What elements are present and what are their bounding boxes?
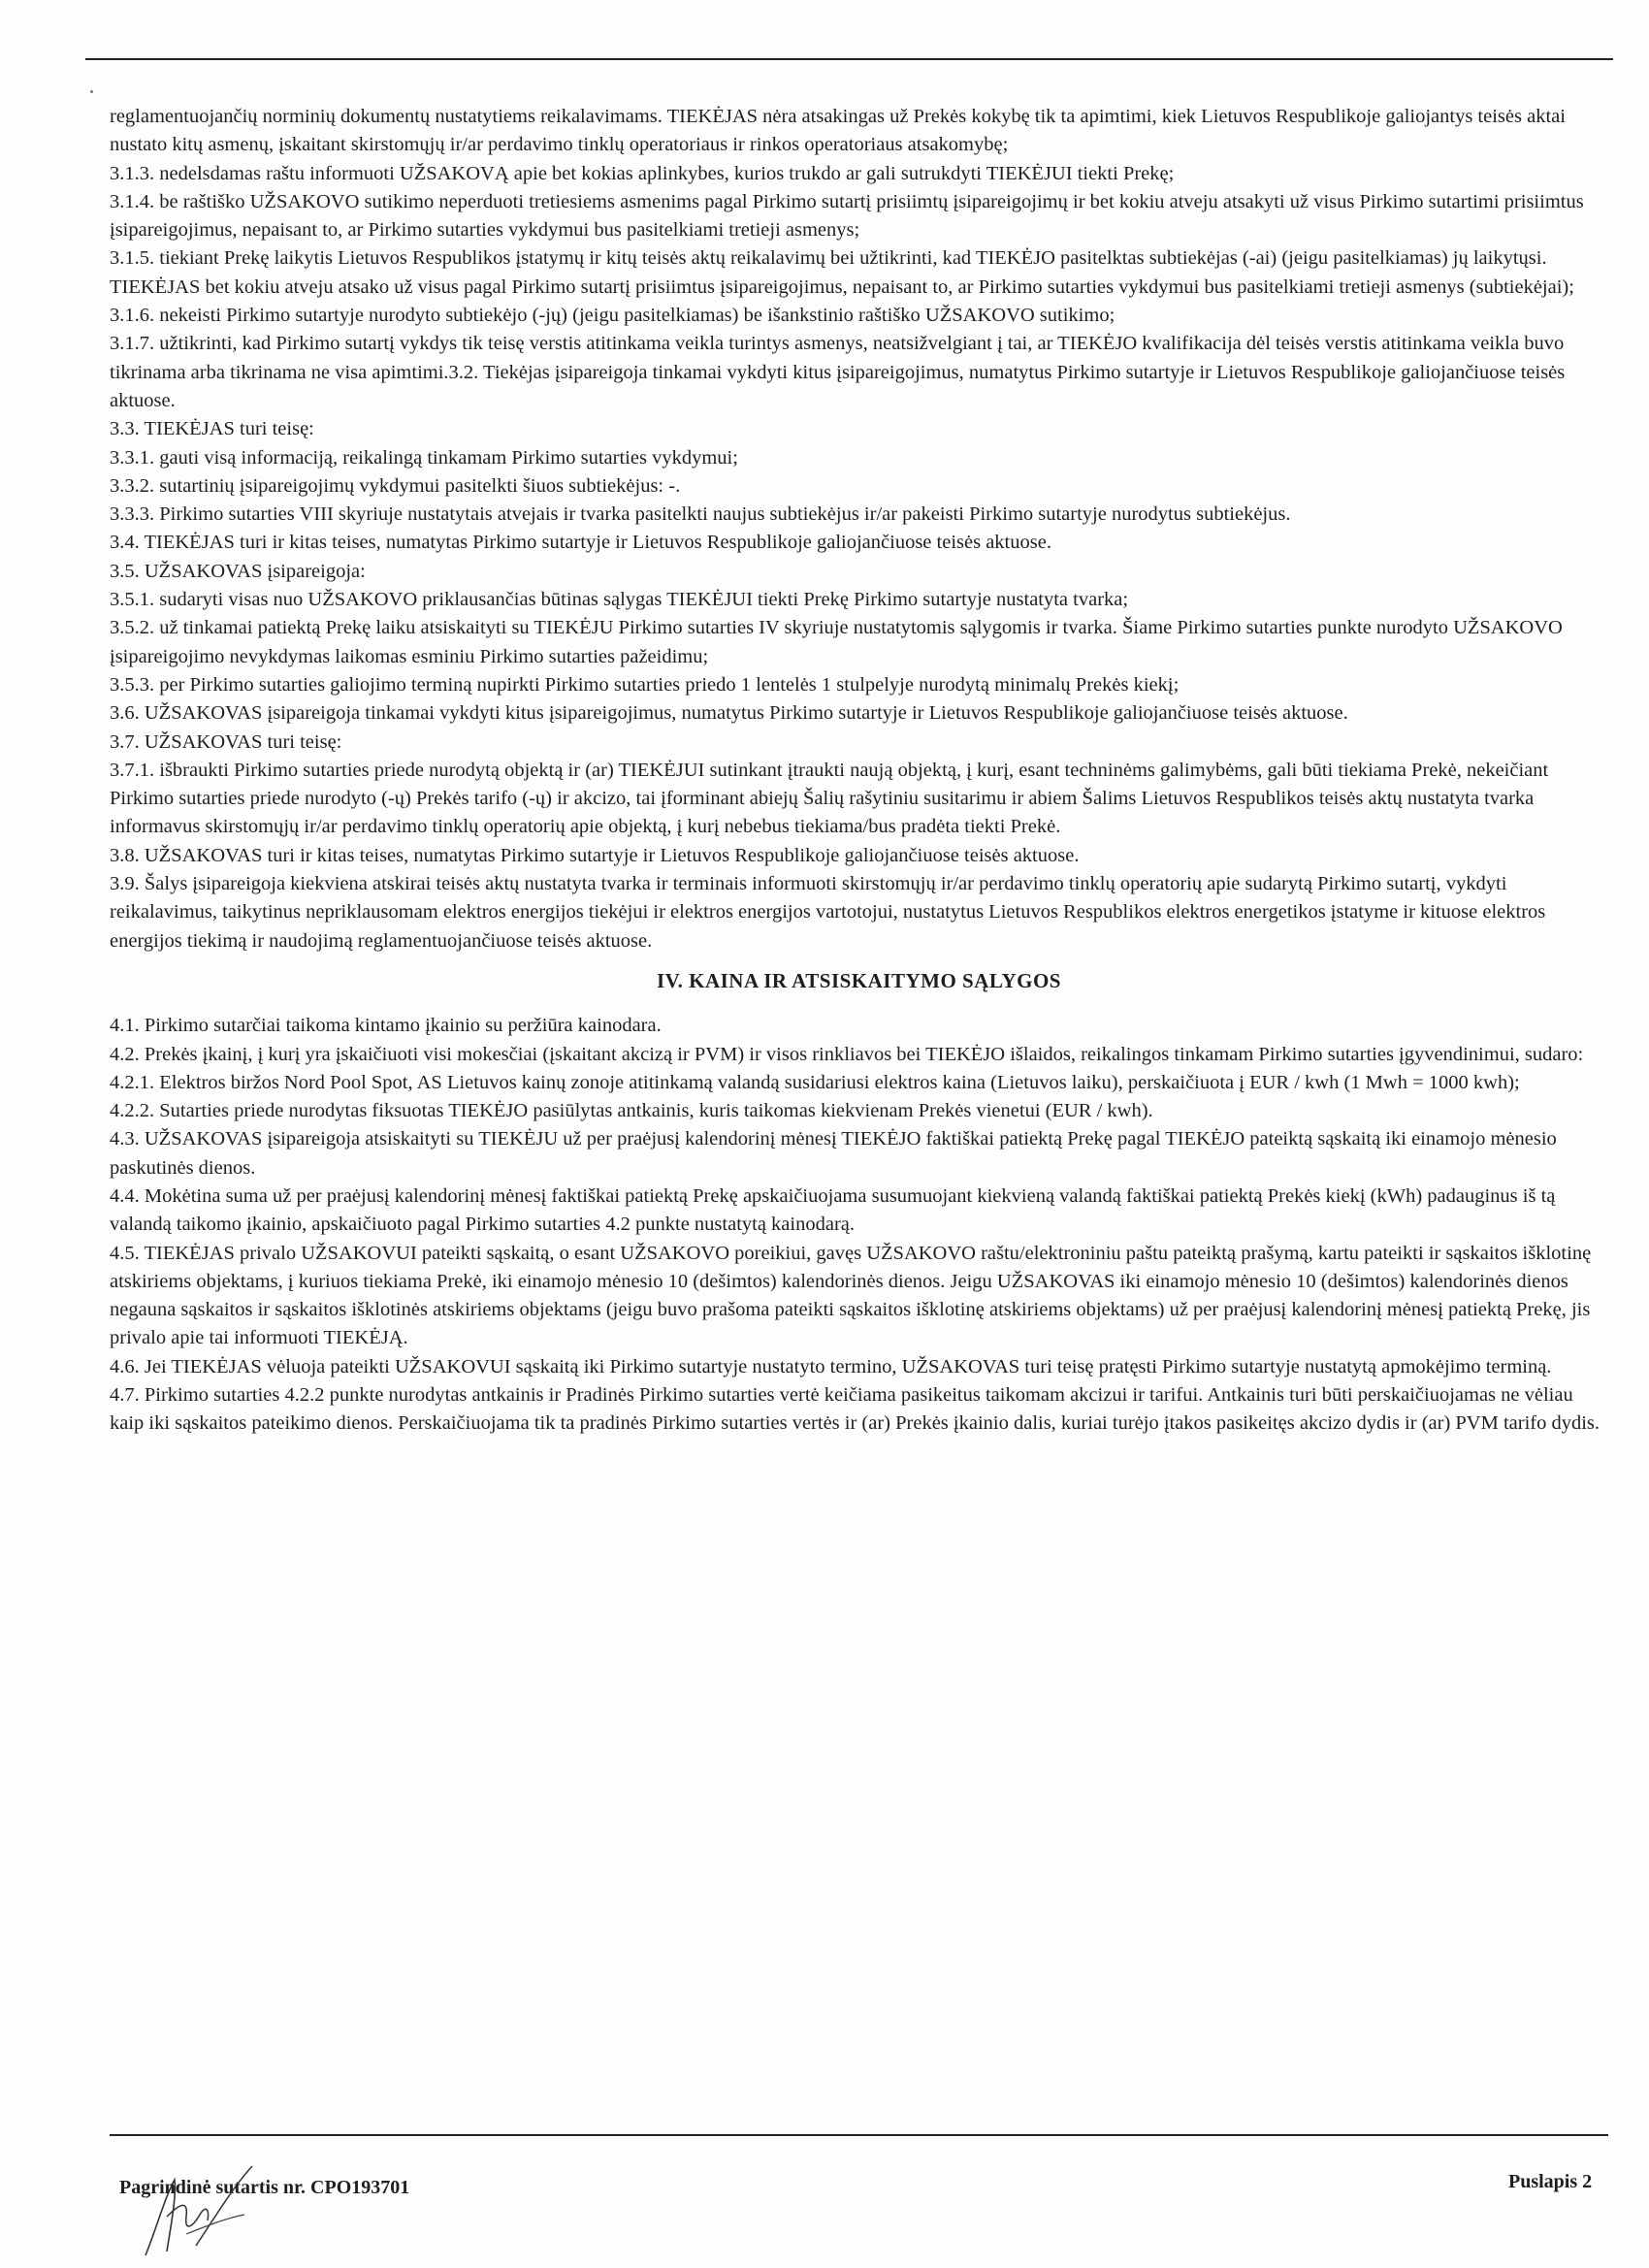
clause-3-6: 3.6. UŽSAKOVAS įsipareigoja tinkamai vykdyti kitus įsipareigojimus, numatytus Pirkimo sutartyje ir Lietuvos Respublikoje galiojančiuose teisės aktuose. [110, 702, 1348, 725]
clause-4-5: 4.5. TIEKĖJAS privalo UŽSAKOVUI pateikti sąskaitą, o esant UŽSAKOVO poreikiui, gavęs UŽSAKOVO raštu/elektroniniu paštu pateiktą prašymą, kartu pateikti ir sąskaitos išklotinę atskiriems objektams, į kuriuos tiekiama Prekė, iki einamojo mėnesio 10 (dešimtos) kalendorinės dienos. Jeigu UŽSAKOVAS iki einamojo mėnesio 10 (dešimtos) kalendorinės dienos negauna sąskaitos ir sąskaitos išklotinės atskiriems objektams (jeigu buvo prašoma pateikti sąskaitos išklotinę atskiriems objektams) už per praėjusį kalendorinį mėnesį patiektą Prekę, jis privalo apie tai informuoti TIEKĖJĄ. [110, 1242, 1592, 1349]
clause-3-1-5: 3.1.5. tiekiant Prekę laikytis Lietuvos Respublikos įstatymų ir kitų teisės aktų reikalavimų bei užtikrinti, kad TIEKĖJO pasitelktas subtiekėjas (-ai) (jeigu pasitelkiamas) jų laikytųsi. TIEKĖJAS bet kokiu atveju atsako už visus pagal Pirkimo sutartį prisiimtus įsipareigojimus, nepaisant to, ar Pirkimo sutarties vykdymui bus pasitelkiami tretieji asmenys (subtiekėjai); [110, 247, 1574, 298]
clause-3-1-7: 3.1.7. užtikrinti, kad Pirkimo sutartį vykdys tik teisę verstis atitinkama veikla turintys asmenys, neatsižvelgiant į tai, ar TIEKĖJO kvalifikacija dėl teisės verstis atitinkama veikla buvo tikrinama arba tikrinama ne visa apimtimi.3.2. Tiekėjas įsipareigoja tinkamai vykdyti kitus įsipareigojimus, numatytus Pirkimo sutartyje ir Lietuvos Respublikoje galiojančiuose teisės aktuose. [110, 333, 1566, 411]
clause-3-1-4: 3.1.4. be raštiško UŽSAKOVO sutikimo neperduoti tretiesiems asmenims pagal Pirkimo sutartį prisiimtų įsipareigojimų ir bet kokiu atveju atsakyti už visus Pirkimo sutartimi prisiimtus įsipareigojimus, nepaisant to, ar Pirkimo sutarties vykdymui bus pasitelkiami tretieji asmenys; [110, 190, 1584, 242]
clause-4-3: 4.3. UŽSAKOVAS įsipareigoja atsiskaityti su TIEKĖJU už per praėjusį kalendorinį mėnesį TIEKĖJO faktiškai patiektą Prekę pagal TIEKĖJO pateiktą sąskaitą iki einamojo mėnesio paskutinės dienos. [110, 1128, 1557, 1179]
clause-4-2-1: 4.2.1. Elektros biržos Nord Pool Spot, AS Lietuvos kainų zonoje atitinkamą valandą susidariusi elektros kaina (Lietuvos laiku), perskaičiuota į EUR / kwh (1 Mwh = 1000 kwh); [110, 1071, 1520, 1093]
clause-3-5: 3.5. UŽSAKOVAS įsipareigoja: [110, 560, 366, 582]
footer-rule [110, 2134, 1608, 2136]
clause-3-3-1: 3.3.1. gauti visą informaciją, reikalingą tinkamam Pirkimo sutarties vykdymui; [110, 446, 738, 469]
clause-3-1-3: 3.1.3. nedelsdamas raštu informuoti UŽSAKOVĄ apie bet kokias aplinkybes, kurios trukdo ar gali sutrukdyti TIEKĖJUI tiekti Prekę; [110, 162, 1175, 184]
clause-4-1: 4.1. Pirkimo sutarčiai taikoma kintamo įkainio su peržiūra kainodara. [110, 1015, 662, 1037]
clause-3-3: 3.3. TIEKĖJAS turi teisę: [110, 418, 314, 440]
clause-3-7: 3.7. UŽSAKOVAS turi teisę: [110, 730, 342, 753]
clause-4-2-2: 4.2.2. Sutarties priede nurodytas fiksuotas TIEKĖJO pasiūlytas antkainis, kuris taikomas kiekvienam Prekės vienetui (EUR / kwh). [110, 1100, 1153, 1122]
header-rule [85, 58, 1613, 60]
scan-speck [90, 90, 93, 93]
document-body [110, 103, 1608, 1439]
clause-3-5-3: 3.5.3. per Pirkimo sutarties galiojimo terminą nupirkti Pirkimo sutarties priedo 1 lentelės 1 stulpelyje nurodytą minimalų Prekės kiekį; [110, 673, 1180, 696]
contract-number: Pagrindinė sutartis nr. CPO193701 [119, 2177, 410, 2198]
clause-3-3-2: 3.3.2. sutartinių įsipareigojimų vykdymui pasitelkti šiuos subtiekėjus: -. [110, 474, 681, 497]
clause-3-8: 3.8. UŽSAKOVAS turi ir kitas teises, numatytas Pirkimo sutartyje ir Lietuvos Respublikoje galiojančiuose teisės aktuose. [110, 844, 1080, 866]
clause-4-2: 4.2. Prekės įkainį, į kurį yra įskaičiuoti visi mokesčiai (įskaitant akcizą ir PVM) ir visos rinkliavos bei TIEKĖJO išlaidos, reikalingos tinkamam Pirkimo sutarties įgyvendinimui, sudaro: [110, 1043, 1584, 1065]
clause-3-4: 3.4. TIEKĖJAS turi ir kitas teises, numatytas Pirkimo sutartyje ir Lietuvos Respublikoje galiojančiuose teisės aktuose. [110, 532, 1051, 554]
clause-3-3-3: 3.3.3. Pirkimo sutarties VIII skyriuje nustatytais atvejais ir tvarka pasitelkti naujus subtiekėjus ir/ar pakeisti Pirkimo sutartyje nurodytus subtiekėjus. [110, 503, 1291, 526]
clause-3-7-1: 3.7.1. išbraukti Pirkimo sutarties priede nurodytą objektą ir (ar) TIEKĖJUI sutinkant įtraukti naują objektą, į kurį, esant techninėms galimybėms, gali būti tiekiama Prekė, nekeičiant Pirkimo sutarties priede nurodyto (-ų) Prekės tarifo (-ų) ir akcizo, tai įforminant abiejų Šalių rašytiniu susitarimu ir abiem Šalims Lietuvos Respublikos teisės aktų nustatyta tvarka informavus skirstomųjų ir/ar perdavimo tinklų operatorių apie objektą, į kurį nebebus tiekiama/bus pradėta tiekti Prekė. [110, 759, 1549, 838]
signature-icon [128, 2158, 264, 2265]
clause-4-4: 4.4. Mokėtina suma už per praėjusį kalendorinį mėnesį faktiškai patiektą Prekę apskaičiuojama susumuojant kiekvieną valandą faktiškai patiektą Prekės kiekį (kWh) padauginus iš tą valandą taikomo įkainio, apskaičiuoto pagal Pirkimo sutarties 4.2 punkte nustatytą kainodarą. [110, 1184, 1556, 1236]
clause-3-1-6: 3.1.6. nekeisti Pirkimo sutartyje nurodyto subtiekėjo (-jų) (jeigu pasitelkiamas) be išankstinio raštiško UŽSAKOVO sutikimo; [110, 305, 1116, 327]
clause-4-6: 4.6. Jei TIEKĖJAS vėluoja pateikti UŽSAKOVUI sąskaitą iki Pirkimo sutartyje nustatyto termino, UŽSAKOVAS turi teisę pratęsti Pirkimo sutartyje nustatytą apmokėjimo terminą. [110, 1355, 1552, 1377]
clause-3-5-1: 3.5.1. sudaryti visas nuo UŽSAKOVO priklausančias būtinas sąlygas TIEKĖJUI tiekti Prekę Pirkimo sutartyje nustatyta tvarka; [110, 589, 1129, 611]
paragraph-continuation: reglamentuojančių norminių dokumentų nustatytiems reikalavimams. TIEKĖJAS nėra atsakingas už Prekės kokybę tik ta apimtimi, kiek Lietuvos Respublikoje galiojantys teisės aktai nustato kitų asmenų, įskaitant skirstomųjų ir/ar perdavimo tinklų operatoriaus ir rinkos operatoriaus atsakomybę; [110, 106, 1566, 156]
clause-3-9: 3.9. Šalys įsipareigoja kiekviena atskirai teisės aktų nustatyta tvarka ir terminais informuoti skirstomųjų ir/ar perdavimo tinklų operatorių apie sudarytą Pirkimo sutartį, vykdyti reikalavimus, taikytinus nepriklausomam elektros energijos tiekėjui ir elektros energijos vartotojui, nustatytus Lietuvos Respublikos elektros energetikos įstatyme ir kituose elektros energijos tiekimą ir naudojimą reglamentuojančiuose teisės aktuose. [110, 873, 1546, 952]
clause-4-7: 4.7. Pirkimo sutarties 4.2.2 punkte nurodytas antkainis ir Pradinės Pirkimo sutarties vertė keičiama pasikeitus taikomam akcizui ir tarifui. Antkainis turi būti perskaičiuojamas ne vėliau kaip iki sąskaitos pateikimo dienos. Perskaičiuojama tik ta pradinės Pirkimo sutarties vertės ir (ar) Prekės įkainio dalis, kuriai turėjo įtakos pasikeitęs akcizo dydis ir (ar) PVM tarifo dydis. [110, 1384, 1600, 1435]
clause-3-5-2: 3.5.2. už tinkamai patiektą Prekę laiku atsiskaityti su TIEKĖJU Pirkimo sutarties IV skyriuje nustatytomis sąlygomis ir tvarka. Šiame Pirkimo sutarties punkte nurodyto UŽSAKOVO įsipareigojimo nevykdymas laikomas esminiu Pirkimo sutarties pažeidimu; [110, 617, 1563, 667]
section-heading: IV. KAINA IR ATSISKAITYMO SĄLYGOS [657, 968, 1061, 992]
page-number: Puslapis 2 [1508, 2171, 1593, 2192]
